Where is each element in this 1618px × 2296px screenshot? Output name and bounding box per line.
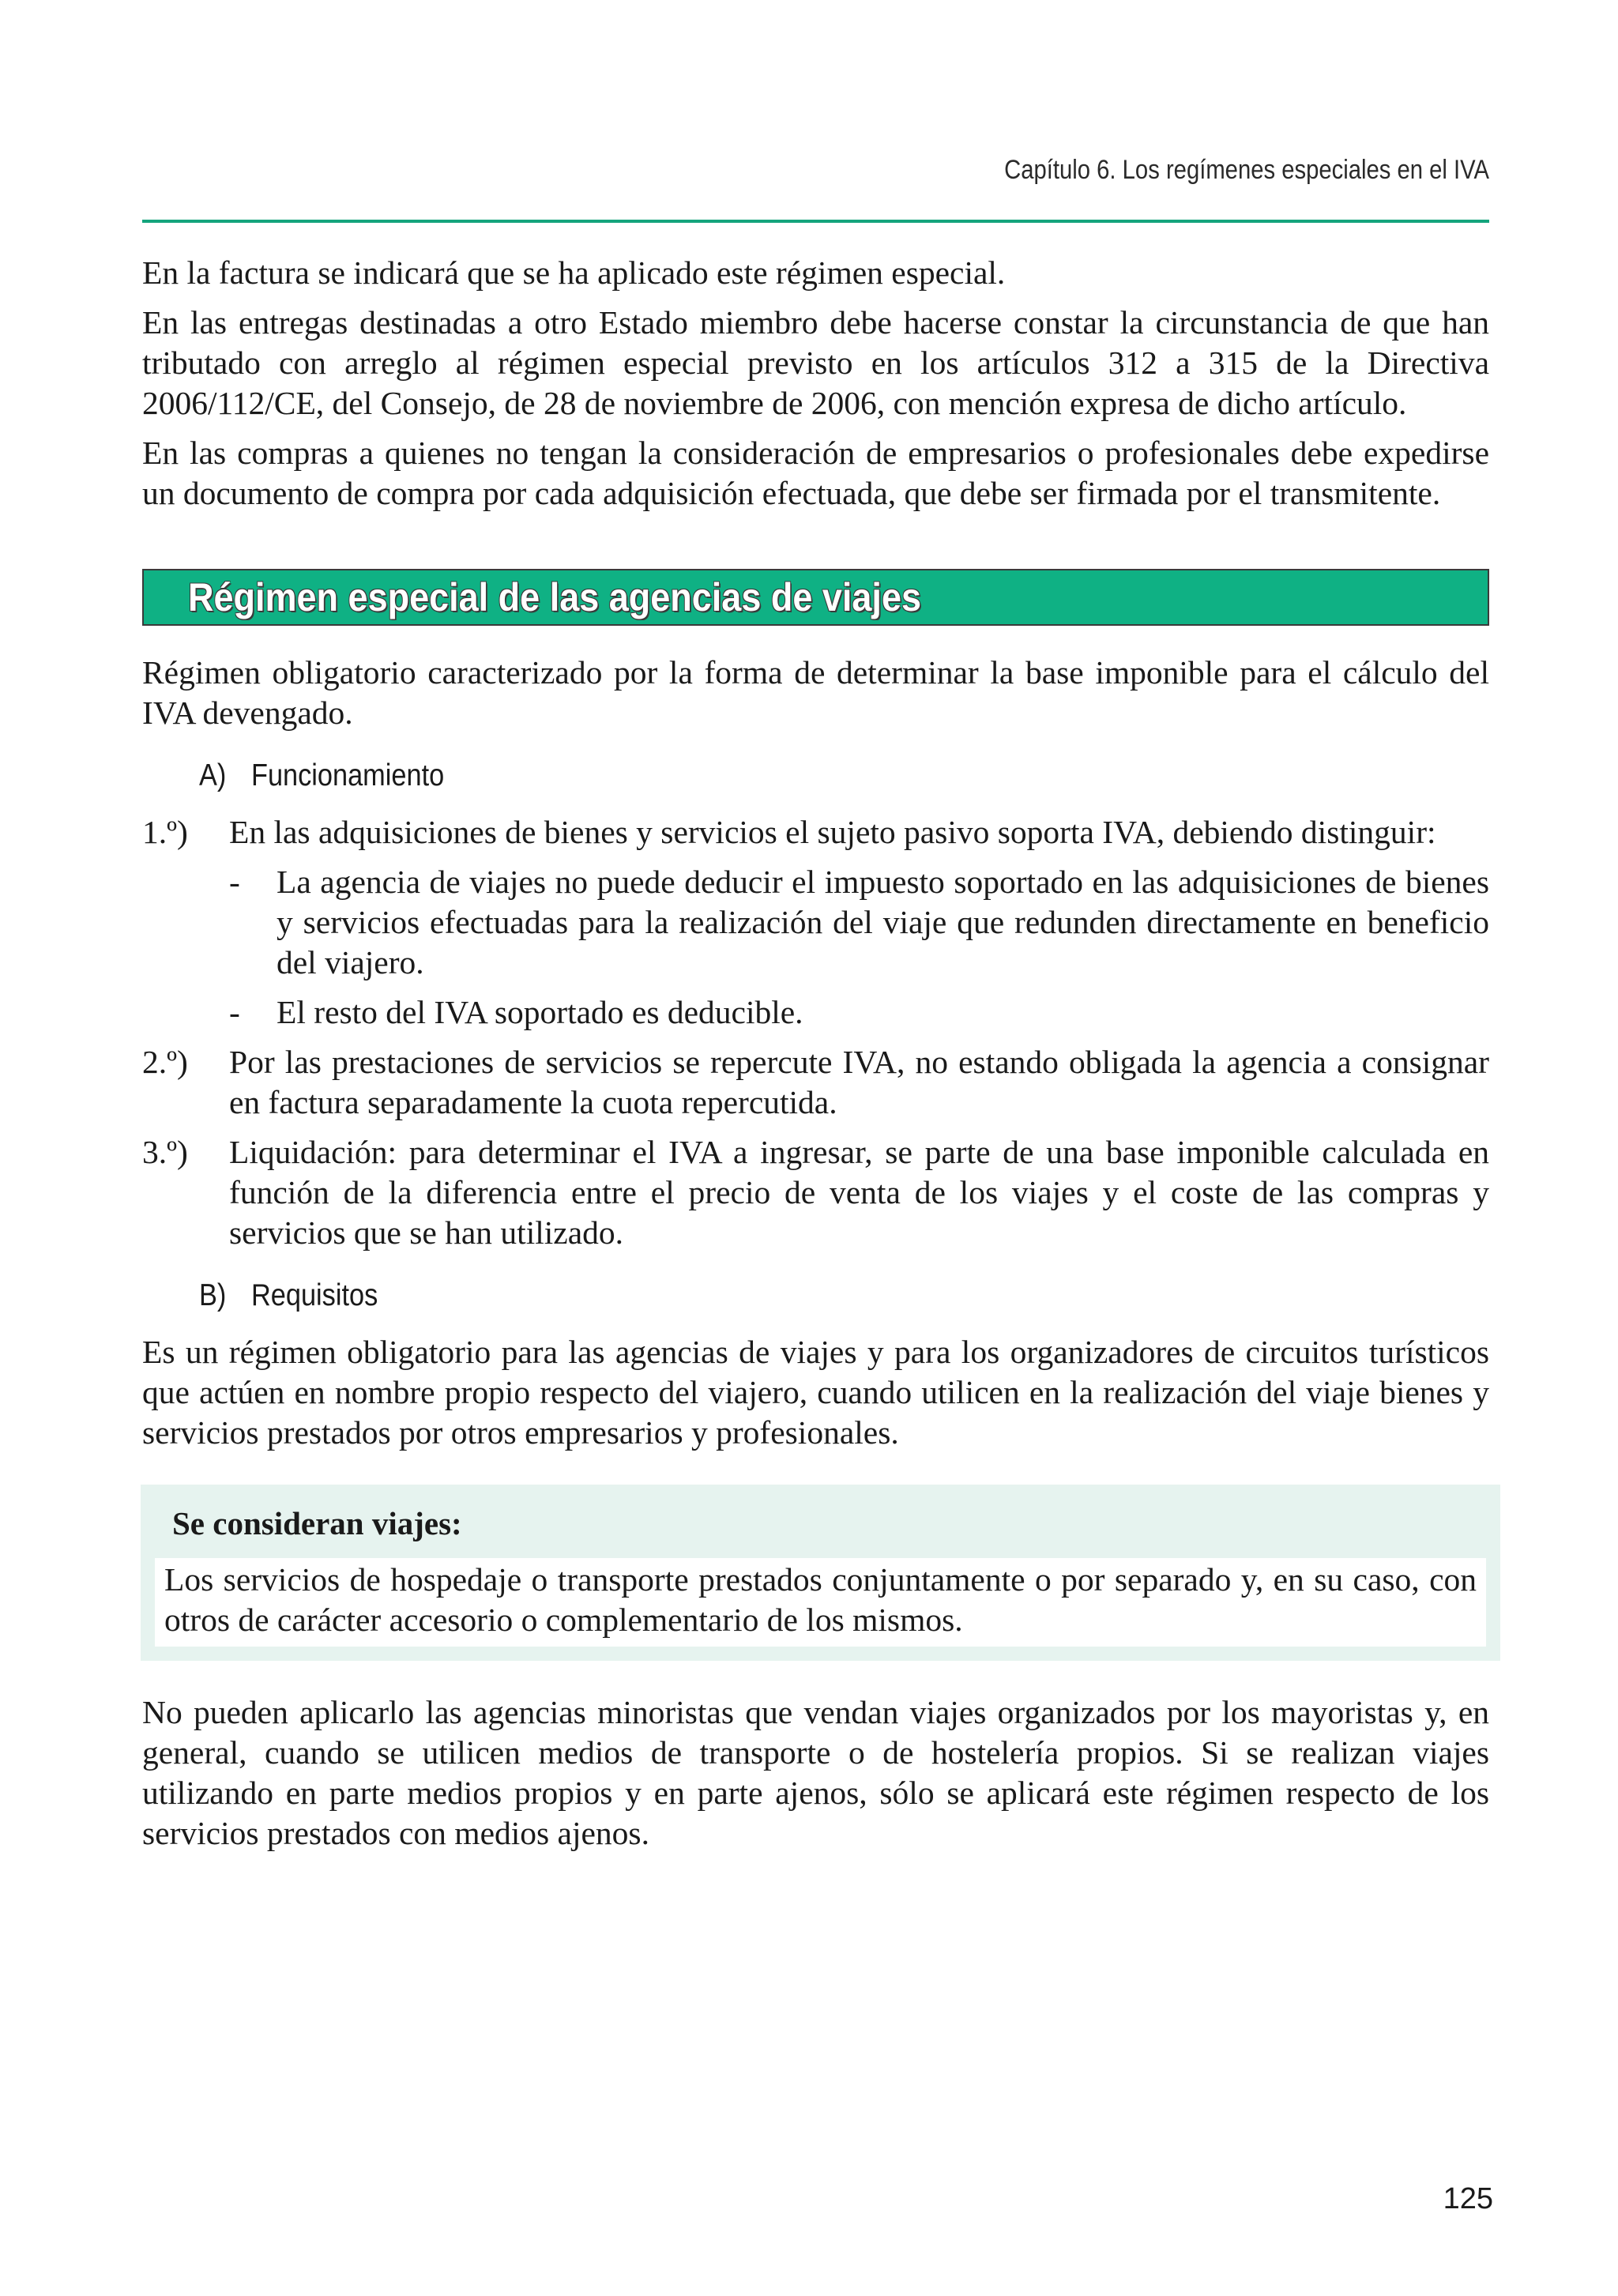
subsection-a-heading [199,757,1334,795]
callout-body: Los servicios de hospedaje o transporte prestados conjuntamente o por separado y, en su caso, con otros de carácter accesorio o complementario de los mismos. [155,1558,1486,1647]
numbered-item-2 [142,1042,1489,1123]
intro-paragraph-1: En la factura se indicará que se ha aplicado este régimen especial. [142,254,1006,291]
subsection-a-letter: A) [199,758,227,792]
subsection-b-heading [199,1277,1334,1315]
bullet-text: La agencia de viajes no puede deducir el impuesto soportado en las adquisiciones de bienes y servicios efectuadas para la realización del viaje que redunden directamente en beneficio del viajero. [277,864,1489,981]
bullet-text: El resto del IVA soportado es deducible. [277,994,803,1030]
dash-marker: - [229,864,240,900]
bullet-item-2 [142,992,1489,1033]
numbered-item-1 [142,812,1489,853]
numbered-item-3 [142,1132,1489,1253]
page-content [142,253,1489,1863]
item-text: En las adquisiciones de bienes y servicios el sujeto pasivo soporta IVA, debiendo distinguir: [229,814,1436,850]
dash-marker: - [229,994,240,1030]
running-head: Capítulo 6. Los regímenes especiales en el IVA [1004,155,1489,185]
item-number: 1.º) [142,814,188,850]
page-number: 125 [1443,2182,1493,2215]
subsection-a-title: Funcionamiento [251,758,445,792]
item-text: Liquidación: para determinar el IVA a ingresar, se parte de una base imponible calculada en función de la diferencia entre el precio de venta de los viajes y el coste de las compras y servicios que se han utilizado. [229,1134,1489,1251]
section-banner [142,569,1489,626]
requisitos-paragraph: Es un régimen obligatorio para las agencias de viajes y para los organizadores de circuitos turísticos que actúen en nombre propio respecto del viajero, cuando utilicen en la realización del viaje bienes y servicios prestados por otros empresarios y profesionales. [142,1334,1489,1451]
subsection-b-letter: B) [199,1278,227,1312]
section-intro: Régimen obligatorio caracterizado por la forma de determinar la base imponible para el cálculo del IVA devengado. [142,654,1489,731]
section-title: Régimen especial de las agencias de viajes [188,575,921,619]
item-number: 2.º) [142,1044,188,1080]
closing-paragraph: No pueden aplicarlo las agencias minoristas que vendan viajes organizados por los mayoristas y, en general, cuando se utilicen medios de transporte o de hostelería propios. Si se realizan viajes utilizando en parte medios propios y en parte ajenos, sólo se aplicará este régimen respecto de los servicios prestados con medios ajenos. [142,1694,1489,1851]
bullet-item-1 [142,862,1489,983]
item-number: 3.º) [142,1134,188,1170]
callout-title: Se consideran viajes: [172,1505,462,1541]
intro-paragraph-3: En las compras a quienes no tengan la consideración de empresarios o profesionales debe expedirse un documento de compra por cada adquisición efectuada, que debe ser firmada por el transmitente. [142,435,1489,511]
item-text: Por las prestaciones de servicios se repercute IVA, no estando obligada la agencia a consignar en factura separadamente la cuota repercutida. [229,1044,1489,1120]
header-rule [142,220,1489,223]
intro-paragraph-2: En las entregas destinadas a otro Estado miembro debe hacerse constar la circunstancia de que han tributado con arreglo al régimen especial previsto en los artículos 312 a 315 de la Directiva 2006/112/CE, del Consejo, de 28 de noviembre de 2006, con mención expresa de dicho artículo. [142,304,1489,421]
callout-box [141,1485,1500,1661]
subsection-b-title: Requisitos [251,1278,378,1312]
